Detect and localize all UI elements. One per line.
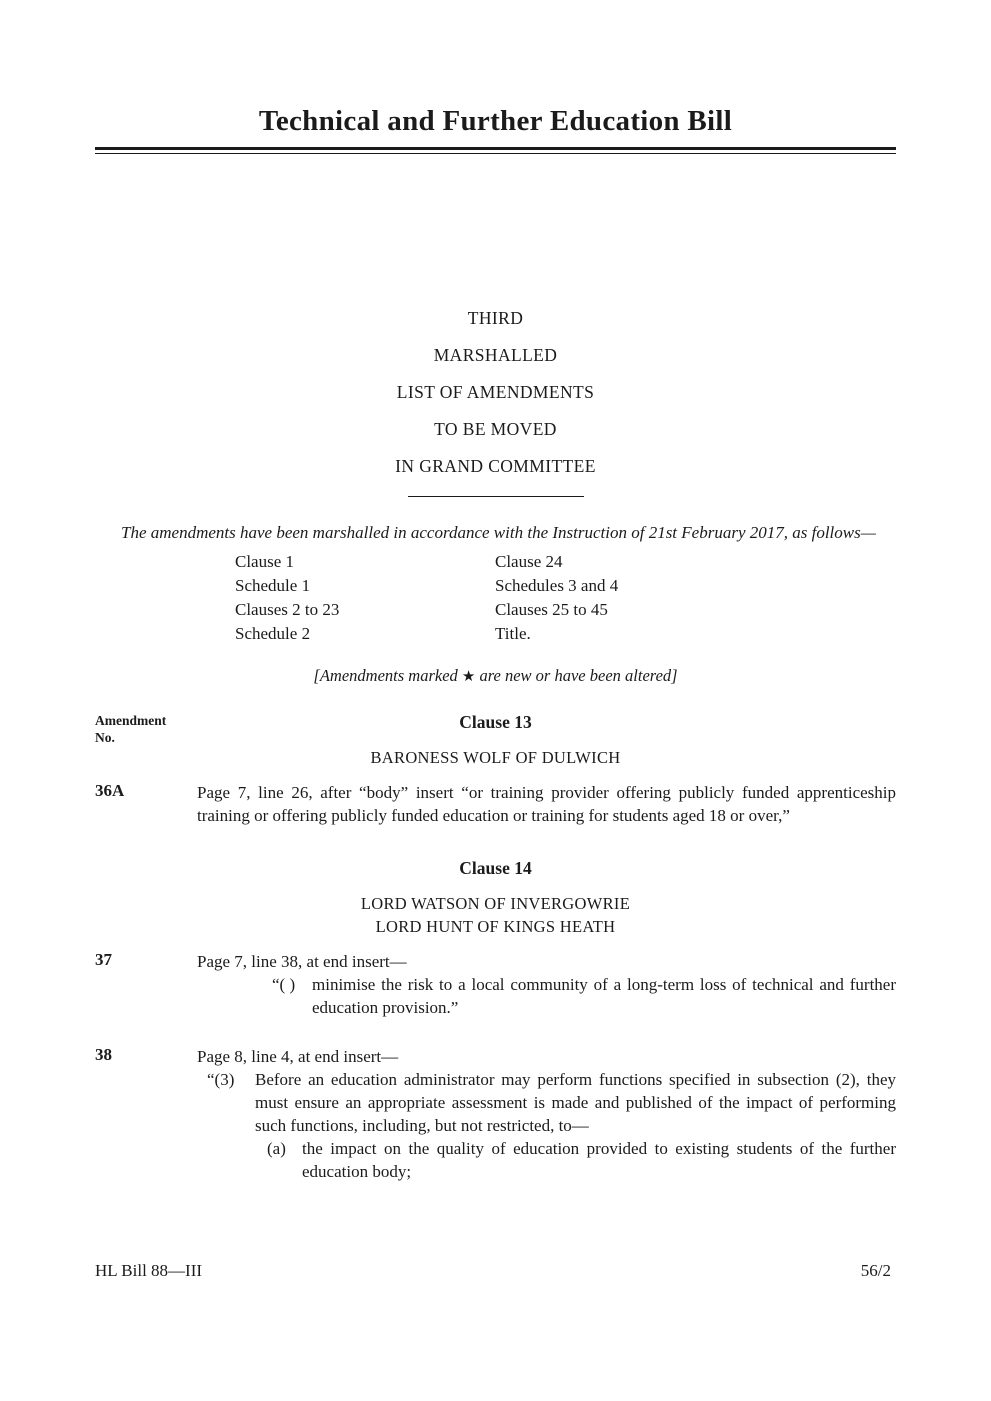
paragraph-text: the impact on the quality of education provided to existing students of the further education body; xyxy=(302,1138,896,1181)
heading-line: MARSHALLED xyxy=(433,345,558,365)
amendment-paragraph xyxy=(267,1137,896,1183)
amendment-body xyxy=(197,1045,896,1183)
order-item: Clause 1 xyxy=(235,551,295,571)
subsection-marker: “(3) xyxy=(207,1069,235,1089)
heading-block xyxy=(95,310,896,476)
amendment-no-label xyxy=(95,712,166,746)
heading-line: THIRD xyxy=(467,308,524,328)
amendment-body xyxy=(197,781,896,827)
sponsor-block xyxy=(95,892,896,938)
star-note xyxy=(95,666,896,686)
order-column-right xyxy=(495,550,618,646)
order-item: Clauses 25 to 45 xyxy=(495,599,608,619)
amendment-36A xyxy=(95,781,896,827)
clause-13-header xyxy=(95,711,896,745)
amendment-lead: Page 7, line 38, at end insert— xyxy=(197,951,407,971)
sponsor-name: LORD WATSON OF INVERGOWRIE xyxy=(360,893,631,913)
order-of-consideration xyxy=(235,550,896,646)
amendment-body xyxy=(197,950,896,1019)
star-icon: ★ xyxy=(461,668,476,685)
amendment-number: 36A xyxy=(95,780,125,800)
order-column-left xyxy=(235,550,495,646)
footer-bill-number: HL Bill 88—III xyxy=(95,1261,203,1280)
heading-line: IN GRAND COMMITTEE xyxy=(395,456,596,476)
amendment-subsection xyxy=(272,973,896,1019)
amendment-number: 37 xyxy=(95,949,112,969)
heading-line: TO BE MOVED xyxy=(434,419,557,439)
heading-line: LIST OF AMENDMENTS xyxy=(396,382,595,402)
sponsor-name: BARONESS WOLF OF DULWICH xyxy=(370,747,621,767)
sponsor-block xyxy=(95,746,896,769)
subsection-marker: “( ) xyxy=(272,974,296,994)
amendment-no-label-line2: No. xyxy=(95,729,115,745)
paragraph-marker: (a) xyxy=(267,1138,286,1158)
order-item: Schedules 3 and 4 xyxy=(495,575,619,595)
star-note-suffix: are new or have been altered] xyxy=(475,665,678,685)
order-item: Clause 24 xyxy=(495,551,563,571)
amendment-number: 38 xyxy=(95,1044,112,1064)
page-footer xyxy=(95,1261,891,1281)
page-title: Technical and Further Education Bill xyxy=(258,105,733,137)
order-item: Title. xyxy=(495,623,531,643)
subsection-text: Before an education administrator may perform functions specified in subsection (2), they must ensure an appropriate assessment is made and published of the impact of performing such functions, including, but not restricted, to— xyxy=(255,1069,896,1135)
star-note-prefix: [Amendments marked xyxy=(313,665,462,685)
amendment-subsection xyxy=(207,1068,896,1137)
order-item: Clauses 2 to 23 xyxy=(235,599,340,619)
amendment-lead: Page 8, line 4, at end insert— xyxy=(197,1046,399,1066)
subsection-text: minimise the risk to a local community of a long-term loss of technical and further education provision.” xyxy=(312,974,896,1017)
amendment-no-label-line1: Amendment xyxy=(95,712,167,728)
order-item: Schedule 1 xyxy=(235,575,311,595)
marshalling-note: The amendments have been marshalled in accordance with the Instruction of 21st February 2017, as follows— xyxy=(121,522,876,542)
footer-page-number: 56/2 xyxy=(860,1261,891,1280)
clause-heading: Clause 13 xyxy=(459,711,532,732)
title-rule xyxy=(95,147,896,154)
amendment-text: Page 7, line 26, after “body” insert “or training provider offering publicly funded apprenticeship training or offering publicly funded education or training for students aged 18 or over,” xyxy=(197,782,896,825)
title-section xyxy=(95,0,896,154)
amendment-38 xyxy=(95,1045,896,1183)
amendment-37 xyxy=(95,950,896,1019)
section-divider-rule xyxy=(408,496,584,497)
clause-heading: Clause 14 xyxy=(459,857,532,878)
clause-14-header xyxy=(95,858,896,879)
order-item: Schedule 2 xyxy=(235,623,311,643)
sponsor-name: LORD HUNT OF KINGS HEATH xyxy=(375,916,616,936)
